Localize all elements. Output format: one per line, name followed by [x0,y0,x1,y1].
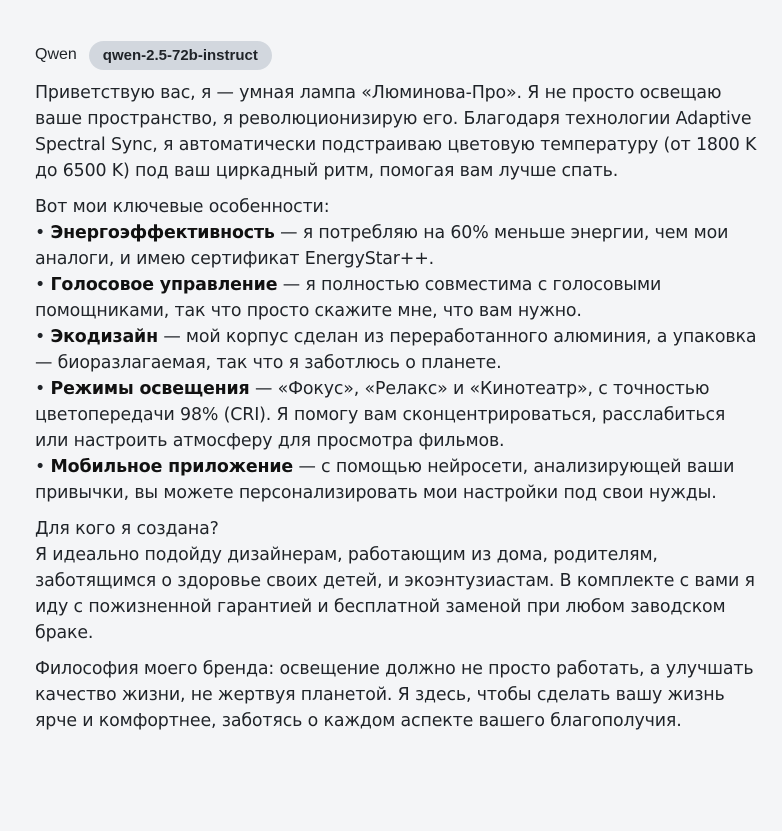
bullet: • [35,223,51,243]
feature-text: — я полностью совместима с голосовыми помощниками, так что просто скажите мне, что вам нужно. [35,275,662,321]
feature-text: — мой корпус сделан из переработанного алюминия, а упаковка — биоразлагаемая, так что я заботлюсь о планете. [35,327,757,373]
features-section [35,194,760,506]
feature-title: Мобильное приложение [50,457,294,477]
bullet: • [35,327,51,347]
audience-section [35,516,760,646]
feature-text: — я потребляю на 60% меньше энергии, чем мои аналоги, и имею сертификат EnergyStar++. [35,223,729,269]
intro-paragraph: Приветствую вас, я — умная лампа «Люминова-Про». Я не просто освещаю ваше пространство, я революционизирую его. Благодаря технологии Adaptive Spectral Sync, я автоматически подстраиваю цветовую температуру (от 1800 K до 6500 K) под ваш циркадный ритм, помогая вам лучше спать. [35,83,757,181]
model-badge: qwen-2.5-72b-instruct [89,41,272,70]
bullet: • [35,457,51,477]
philosophy-paragraph: Философия моего бренда: освещение должно не просто работать, а улучшать качество жизни, не жертвуя планетой. Я здесь, чтобы сделать вашу жизнь ярче и комфортнее, заботясь о каждом аспекте вашего благополучия. [35,659,754,731]
author-name: Qwen [35,46,77,63]
chat-message [35,40,760,744]
feature-item [35,324,760,376]
message-header [35,40,760,70]
bullet: • [35,275,51,295]
feature-item [35,376,760,454]
message-content [35,80,760,734]
feature-item [35,454,760,506]
feature-text: — с помощью нейросети, анализирующей ваши привычки, вы можете персонализировать мои настройки под свои нужды. [35,457,735,503]
bullet: • [35,379,51,399]
audience-heading: Для кого я создана? [35,519,219,539]
feature-text: — «Фокус», «Релакс» и «Кинотеатр», с точностью цветопередачи 98% (CRI). Я помогу вам сконцентрироваться, расслабиться или настроить атмосферу для просмотра фильмов. [35,379,726,451]
feature-title: Режимы освещения [50,379,250,399]
audience-text: Я идеально подойду дизайнерам, работающим из дома, родителям, заботящимся о здоровье своих детей, и экоэнтузиастам. В комплекте с вами я иду с пожизненной гарантией и бесплатной заменой при любом заводском браке. [35,545,755,643]
feature-title: Голосовое управление [50,275,278,295]
features-heading: Вот мои ключевые особенности: [35,197,330,217]
feature-item [35,272,760,324]
feature-title: Энергоэффективность [50,223,275,243]
feature-item [35,220,760,272]
feature-title: Экодизайн [50,327,158,347]
